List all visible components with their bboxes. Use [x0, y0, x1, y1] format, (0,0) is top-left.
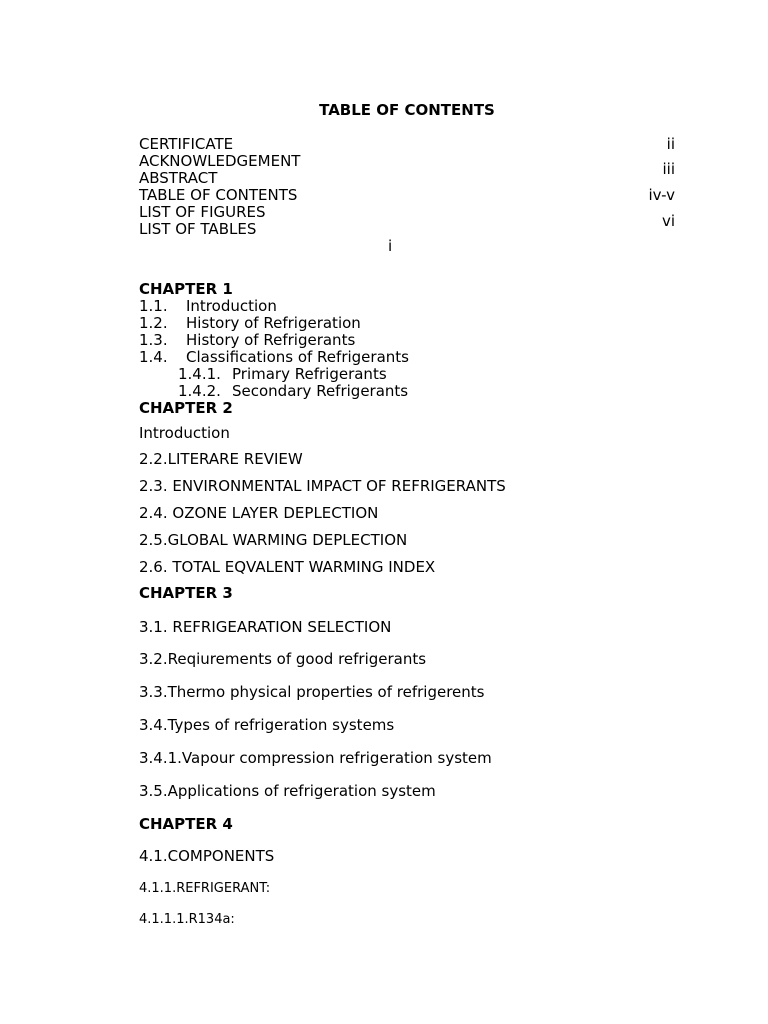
toc-item[interactable]: 2.4. OZONE LAYER DEPLECTION [139, 504, 379, 522]
toc-item[interactable]: Introduction [139, 424, 230, 442]
front-matter-abstract[interactable]: ABSTRACT [139, 169, 218, 187]
front-matter-acknowledgement[interactable]: ACKNOWLEDGEMENT [139, 152, 301, 170]
toc-item[interactable]: 2.3. ENVIRONMENTAL IMPACT OF REFRIGERANTS [139, 477, 506, 495]
toc-subitem-primary[interactable]: Primary Refrigerants [232, 365, 387, 383]
chapter-1-heading: CHAPTER 1 [139, 280, 233, 298]
toc-item-number: 1.4. [139, 348, 168, 366]
page-number: i [388, 237, 393, 255]
front-matter-table-of-contents[interactable]: TABLE OF CONTENTS [139, 186, 298, 204]
toc-item[interactable]: 4.1.COMPONENTS [139, 847, 275, 865]
toc-subitem-number: 1.4.2. [178, 382, 221, 400]
toc-item-history-refrigeration[interactable]: History of Refrigeration [186, 314, 361, 332]
front-page-number: iv-v [648, 186, 675, 204]
toc-item-classifications[interactable]: Classifications of Refrigerants [186, 348, 409, 366]
toc-item[interactable]: 2.6. TOTAL EQVALENT WARMING INDEX [139, 558, 436, 576]
toc-subitem-secondary[interactable]: Secondary Refrigerants [232, 382, 409, 400]
front-matter-list-of-tables[interactable]: LIST OF TABLES [139, 220, 257, 238]
toc-item-introduction[interactable]: Introduction [186, 297, 277, 315]
toc-subitem-number: 1.4.1. [178, 365, 221, 383]
front-page-number: ii [666, 135, 675, 153]
toc-item[interactable]: 3.1. REFRIGEARATION SELECTION [139, 618, 392, 636]
chapter-3-heading: CHAPTER 3 [139, 584, 233, 602]
front-matter-list-of-figures[interactable]: LIST OF FIGURES [139, 203, 266, 221]
toc-item[interactable]: 2.5.GLOBAL WARMING DEPLECTION [139, 531, 408, 549]
toc-item[interactable]: 3.4.1.Vapour compression refrigeration system [139, 749, 492, 767]
toc-item-number: 1.1. [139, 297, 168, 315]
chapter-4-heading: CHAPTER 4 [139, 815, 233, 833]
toc-item[interactable]: 4.1.1.1.R134a: [139, 912, 235, 927]
toc-item[interactable]: 2.2.LITERARE REVIEW [139, 450, 303, 468]
toc-item[interactable]: 3.5.Applications of refrigeration system [139, 782, 436, 800]
front-matter-certificate[interactable]: CERTIFICATE [139, 135, 234, 153]
toc-item-number: 1.2. [139, 314, 168, 332]
toc-item[interactable]: 3.3.Thermo physical properties of refrigerents [139, 683, 485, 701]
toc-item[interactable]: 4.1.1.REFRIGERANT: [139, 881, 271, 896]
toc-item-history-refrigerants[interactable]: History of Refrigerants [186, 331, 356, 349]
toc-item[interactable]: 3.4.Types of refrigeration systems [139, 716, 395, 734]
toc-item[interactable]: 3.2.Reqiurements of good refrigerants [139, 650, 427, 668]
page-title: TABLE OF CONTENTS [319, 101, 495, 119]
front-page-number: vi [661, 212, 675, 230]
toc-item-number: 1.3. [139, 331, 168, 349]
front-page-number: iii [662, 160, 675, 178]
chapter-2-heading: CHAPTER 2 [139, 399, 233, 417]
